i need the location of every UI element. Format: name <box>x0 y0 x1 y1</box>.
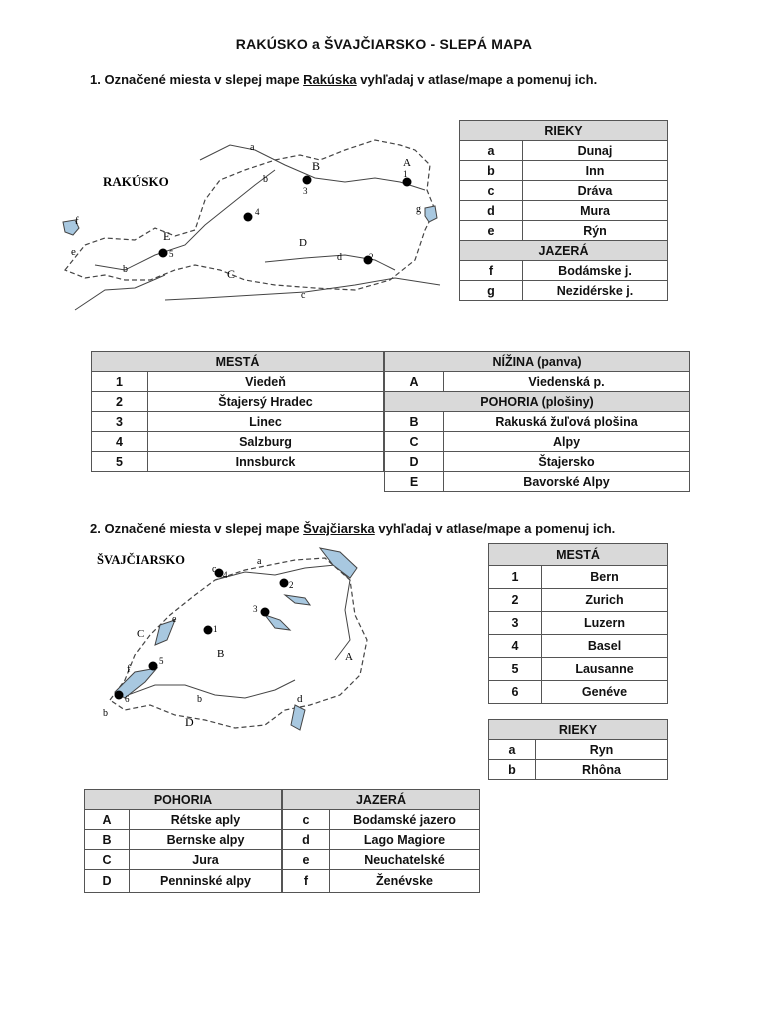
table-cell: 2 <box>489 589 542 612</box>
city-dot-5 <box>159 249 168 258</box>
table-cell: Zurich <box>542 589 668 612</box>
table-cell: Rétske aply <box>130 810 282 830</box>
table-cell: Bern <box>542 566 668 589</box>
city-dot-6 <box>115 691 124 700</box>
table-cell: d <box>460 201 523 221</box>
switzerland-blind-map <box>95 540 375 745</box>
table-cell: 5 <box>92 452 148 472</box>
map-marker: 2 <box>289 580 294 590</box>
table-cell: B <box>385 412 444 432</box>
task-1-country: Rakúska <box>303 72 357 87</box>
table-row <box>283 810 480 830</box>
swiss-mountains-table <box>84 789 282 893</box>
table-cell: Rakuská žuľová plošina <box>444 412 690 432</box>
table-cell: A <box>385 372 444 392</box>
map-marker: 6 <box>125 694 130 704</box>
table-cell: Lago Magiore <box>330 830 480 850</box>
lake-luzern <box>265 615 290 630</box>
table-header: MESTÁ <box>489 544 668 566</box>
table-subheader: POHORIA (plošiny) <box>385 392 690 412</box>
switzerland-map-label: ŠVAJČIARSKO <box>97 553 185 567</box>
table-cell: Linec <box>148 412 384 432</box>
table-cell: f <box>283 870 330 893</box>
city-dot-1 <box>204 626 213 635</box>
map-marker: B <box>312 159 321 173</box>
river-west <box>75 275 165 310</box>
table-row <box>460 141 668 161</box>
table-cell: Bodámske j. <box>523 261 668 281</box>
map-marker: b <box>197 694 202 705</box>
table-row <box>489 658 668 681</box>
map-marker: d <box>337 252 342 263</box>
table-cell: Innsburck <box>148 452 384 472</box>
map-marker: 4 <box>223 570 228 580</box>
table-row <box>283 830 480 850</box>
table-cell: 4 <box>92 432 148 452</box>
table-row <box>283 850 480 870</box>
table-cell: E <box>385 472 444 492</box>
map-marker: b <box>103 708 108 719</box>
table-row <box>385 452 690 472</box>
map-marker: A <box>345 651 353 663</box>
table-row <box>489 612 668 635</box>
city-dot-5 <box>149 662 158 671</box>
table-cell: Ryn <box>536 740 668 760</box>
table-cell: Dunaj <box>523 141 668 161</box>
table-row <box>460 201 668 221</box>
table-row <box>385 372 690 392</box>
page-title: RAKÚSKO a ŠVAJČIARSKO - SLEPÁ MAPA <box>235 36 533 52</box>
table-row <box>385 412 690 432</box>
map-marker: 3 <box>303 186 308 196</box>
table-cell: e <box>283 850 330 870</box>
map-marker: b <box>263 174 268 185</box>
table-cell: 3 <box>92 412 148 432</box>
table-cell: Basel <box>542 635 668 658</box>
table-cell: Štajersý Hradec <box>148 392 384 412</box>
table-row <box>385 432 690 452</box>
table-cell: Lausanne <box>542 658 668 681</box>
table-row <box>85 850 282 870</box>
table-row <box>489 635 668 658</box>
task-1-suffix: vyhľadaj v atlase/mape a pomenuj ich. <box>356 72 598 87</box>
map-marker: 5 <box>169 249 174 259</box>
table-cell: c <box>460 181 523 201</box>
lake-neziderske <box>425 206 437 222</box>
table-row <box>85 810 282 830</box>
table-row <box>92 372 384 392</box>
table-row <box>489 740 668 760</box>
table-row <box>489 589 668 612</box>
table-row <box>489 681 668 704</box>
task-2-suffix: vyhľadaj v atlase/mape a pomenuj ich. <box>374 521 616 536</box>
table-cell: 1 <box>489 566 542 589</box>
table-cell: Mura <box>523 201 668 221</box>
task-2-instruction <box>90 521 615 536</box>
river-mura <box>265 255 395 270</box>
table-cell: g <box>460 281 523 301</box>
table-cell: a <box>489 740 536 760</box>
task-1-prefix: 1. Označené miesta v slepej mape <box>90 72 304 87</box>
table-cell: d <box>283 830 330 850</box>
table-header: MESTÁ <box>92 352 384 372</box>
table-cell: Viedeň <box>148 372 384 392</box>
table-cell: 2 <box>92 392 148 412</box>
table-cell: 1 <box>92 372 148 392</box>
city-dot-3 <box>261 608 270 617</box>
map-marker: E <box>163 229 171 243</box>
table-row <box>92 452 384 472</box>
river-rhona <box>120 680 295 698</box>
table-header: NÍŽINA (panva) <box>385 352 690 372</box>
table-cell: Alpy <box>444 432 690 452</box>
table-cell: Jura <box>130 850 282 870</box>
switzerland-border <box>110 558 367 728</box>
table-cell: C <box>385 432 444 452</box>
map-marker: b <box>123 264 128 275</box>
austria-cities-table <box>91 351 384 472</box>
table-header: JAZERÁ <box>283 790 480 810</box>
table-cell: 3 <box>489 612 542 635</box>
table-cell: B <box>85 830 130 850</box>
table-row <box>85 830 282 850</box>
table-cell: Penninské alpy <box>130 870 282 893</box>
table-cell: b <box>489 760 536 780</box>
table-row <box>460 281 668 301</box>
map-marker: 1 <box>403 169 408 179</box>
table-row <box>489 760 668 780</box>
map-marker: 3 <box>253 604 258 614</box>
table-row <box>92 392 384 412</box>
map-marker: 5 <box>159 656 164 666</box>
table-cell: Dráva <box>523 181 668 201</box>
table-header: POHORIA <box>85 790 282 810</box>
table-row <box>489 566 668 589</box>
map-marker: C <box>227 267 236 281</box>
austria-blind-map <box>55 120 445 325</box>
table-cell: Štajersko <box>444 452 690 472</box>
table-cell: Rýn <box>523 221 668 241</box>
map-marker: f <box>127 663 131 675</box>
map-marker: a <box>250 142 255 153</box>
map-marker: c <box>212 564 217 575</box>
table-cell: Inn <box>523 161 668 181</box>
table-cell: Viedenská p. <box>444 372 690 392</box>
table-row <box>385 472 690 492</box>
lake-zurich <box>285 595 310 605</box>
table-cell: C <box>85 850 130 870</box>
city-dot-2 <box>280 579 289 588</box>
map-marker: a <box>257 556 262 567</box>
map-marker: c <box>301 290 306 301</box>
table-cell: D <box>385 452 444 472</box>
table-cell: Salzburg <box>148 432 384 452</box>
map-marker: 1 <box>213 624 218 634</box>
table-cell: 4 <box>489 635 542 658</box>
table-cell: Nezidérske j. <box>523 281 668 301</box>
table-row <box>460 181 668 201</box>
table-header: RIEKY <box>489 720 668 740</box>
table-cell: Rhôna <box>536 760 668 780</box>
city-dot-4 <box>244 213 253 222</box>
table-cell: b <box>460 161 523 181</box>
table-cell: 6 <box>489 681 542 704</box>
austria-lowland-table <box>384 351 690 492</box>
map-marker: e <box>71 246 76 258</box>
table-cell: Neuchatelské <box>330 850 480 870</box>
table-cell: Genéve <box>542 681 668 704</box>
map-marker: f <box>75 215 79 227</box>
map-marker: B <box>217 648 225 660</box>
task-2-prefix: 2. Označené miesta v slepej mape <box>90 521 304 536</box>
lake-bodamske <box>320 548 357 578</box>
table-cell: Luzern <box>542 612 668 635</box>
map-marker: D <box>185 715 194 729</box>
table-cell: Bodamské jazero <box>330 810 480 830</box>
task-1-instruction <box>90 72 597 87</box>
task-2-country: Švajčiarska <box>303 521 375 536</box>
table-cell: c <box>283 810 330 830</box>
table-header: RIEKY <box>460 121 668 141</box>
map-marker: g <box>416 204 421 215</box>
map-marker: 2 <box>369 252 374 262</box>
swiss-rivers-table <box>488 719 668 780</box>
table-row <box>283 870 480 893</box>
map-marker: C <box>137 628 145 640</box>
table-cell: A <box>85 810 130 830</box>
table-cell: f <box>460 261 523 281</box>
table-cell: Bernske alpy <box>130 830 282 850</box>
table-cell: D <box>85 870 130 893</box>
table-subheader: JAZERÁ <box>460 241 668 261</box>
table-row <box>85 870 282 893</box>
table-row <box>460 221 668 241</box>
table-cell: Ženévske <box>330 870 480 893</box>
table-cell: Bavorské Alpy <box>444 472 690 492</box>
table-row <box>460 261 668 281</box>
map-marker: 4 <box>255 207 260 217</box>
table-row <box>92 412 384 432</box>
swiss-lakes-table <box>282 789 480 893</box>
map-marker: D <box>299 237 307 249</box>
table-cell: 5 <box>489 658 542 681</box>
city-dot-3 <box>303 176 312 185</box>
table-row <box>460 161 668 181</box>
table-cell: a <box>460 141 523 161</box>
austria-rivers-table <box>459 120 668 301</box>
map-marker: A <box>403 157 411 169</box>
table-cell: e <box>460 221 523 241</box>
austria-map-label: RAKÚSKO <box>103 174 169 189</box>
table-row <box>92 432 384 452</box>
map-marker: d <box>297 693 303 705</box>
map-marker: e <box>172 614 177 625</box>
swiss-cities-table <box>488 543 668 704</box>
